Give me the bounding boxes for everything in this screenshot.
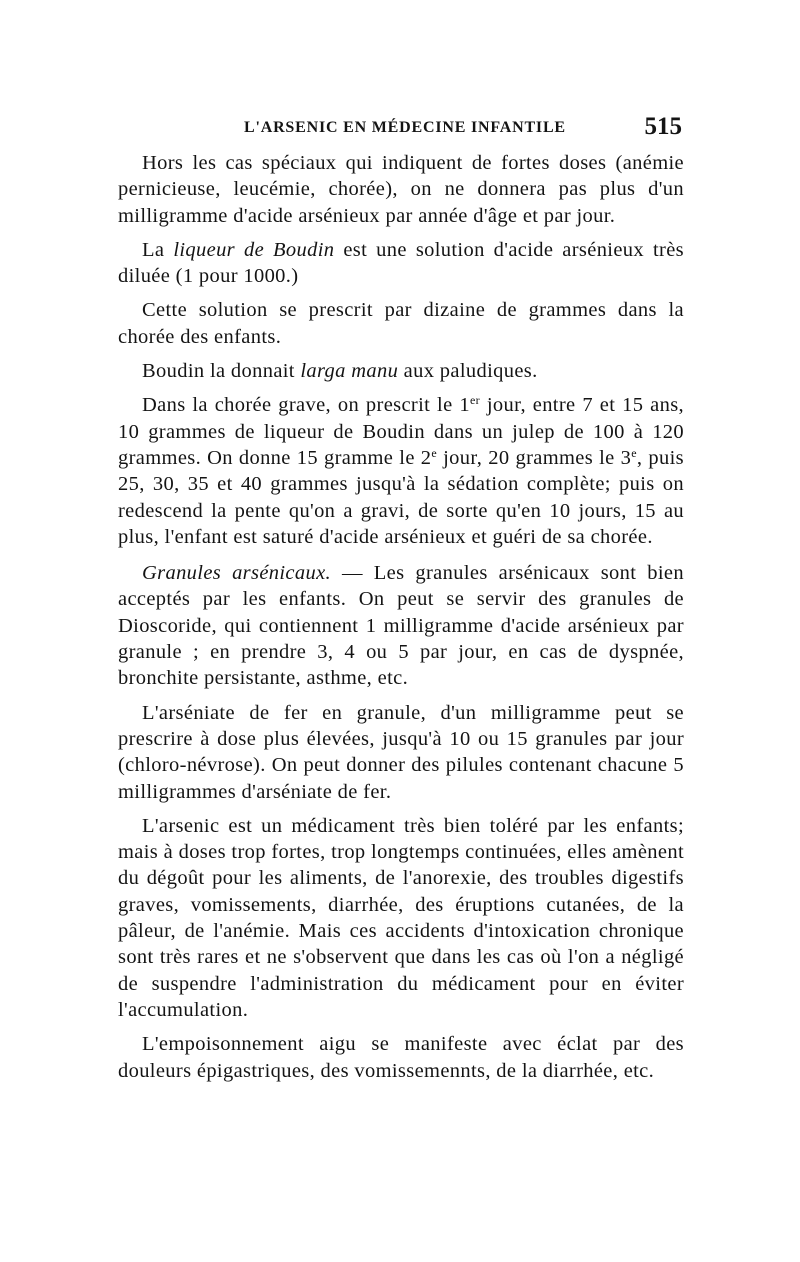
paragraph-liqueur-de-boudin xyxy=(118,237,684,290)
page-number: 515 xyxy=(644,113,682,140)
italic-liqueur-de-boudin: liqueur de Boudin xyxy=(173,238,335,261)
paragraph-granules-arsenicaux xyxy=(118,560,684,691)
paragraph-arseniate-de-fer: L'arséniate de fer en granule, d'un milligramme peut se prescrire à dose plus élevées, jusqu'à 10 ou 15 granules par jour (chloro-névrose). On peut donner des pilules contenant chacune 5 milligrammes d'arséniate de fer. xyxy=(118,701,684,803)
paragraph-boudin-paludiques xyxy=(118,358,684,384)
text-dosage-c: jour, 20 grammes le 3 xyxy=(437,446,632,469)
superscript-er: er xyxy=(469,393,480,408)
body-text xyxy=(118,150,684,1084)
italic-granules-heading: Granules arsénicaux. xyxy=(142,562,331,585)
text-boudin-donnait: Boudin la donnait xyxy=(142,360,295,383)
italic-larga-manu: larga manu xyxy=(300,360,399,383)
text-dosage-b: jour, entre 7 et 15 ans, 10 grammes de liqueur de Boudin dans un julep de 100 à 120 grammes. On donne 15 gramme le 2 xyxy=(118,394,684,469)
text-solution: est une solution d'acide arsénieux très diluée (1 pour 1000.) xyxy=(118,238,684,288)
superscript-e-3: e xyxy=(631,445,637,460)
superscript-e-2: e xyxy=(431,445,438,460)
running-title: L'ARSENIC EN MÉDECINE INFANTILE xyxy=(244,119,566,136)
paragraph-prescription-chorea: Cette solution se prescrit par dizaine de grammes dans la chorée des enfants. xyxy=(118,299,684,348)
text-dosage-d: , puis 25, 30, 35 et 40 grammes jusqu'à la sédation complète; puis on redescend la pente qu'on a gravi, de sorte qu'en 10 jours, 15 au plus, l'enfant est saturé d'acide arsénieux et guéri de sa chorée. xyxy=(118,446,684,548)
paragraph-intoxication-chronique: L'arsenic est un médicament très bien toléré par les enfants; mais à doses trop fortes, trop longtemps continuées, elles amènent du dégoût pour les aliments, de l'anorexie, des troubles digestifs graves, vomissements, diarrhée, des éruptions cutanées, de la pâleur, de l'anémie. Mais ces accidents d'intoxication chronique sont très rares et ne s'observent que dans les cas où l'on a négligé de suspendre l'administration du médicament pour en éviter l'accumulation. xyxy=(118,814,684,1021)
text-la: La xyxy=(142,238,165,261)
paragraph-empoisonnement-aigu: L'empoisonnement aigu se manifeste avec éclat par des douleurs épigastriques, des vomissemennts, de la diarrhée, etc. xyxy=(118,1033,684,1082)
text-aux-paludiques: aux paludiques. xyxy=(403,360,538,383)
paragraph-choree-grave xyxy=(118,392,684,550)
text-granules: — Les granules arsénicaux sont bien acceptés par les enfants. On peut se servir des granules de Dioscoride, qui contiennent 1 milligramme d'acide arsénieux par granule ; en prendre 3, 4 ou 5 par jour, en cas de dyspnée, bronchite persistante, asthme, etc. xyxy=(118,562,684,690)
text-dosage-a: Dans la chorée grave, on prescrit le 1 xyxy=(142,394,470,417)
running-head xyxy=(118,113,684,147)
paragraph-dose-limit: Hors les cas spéciaux qui indiquent de fortes doses (anémie pernicieuse, leucémie, chorée), on ne donnera pas plus d'un milligramme d'acide arsénieux par année d'âge et par jour. xyxy=(118,152,684,227)
